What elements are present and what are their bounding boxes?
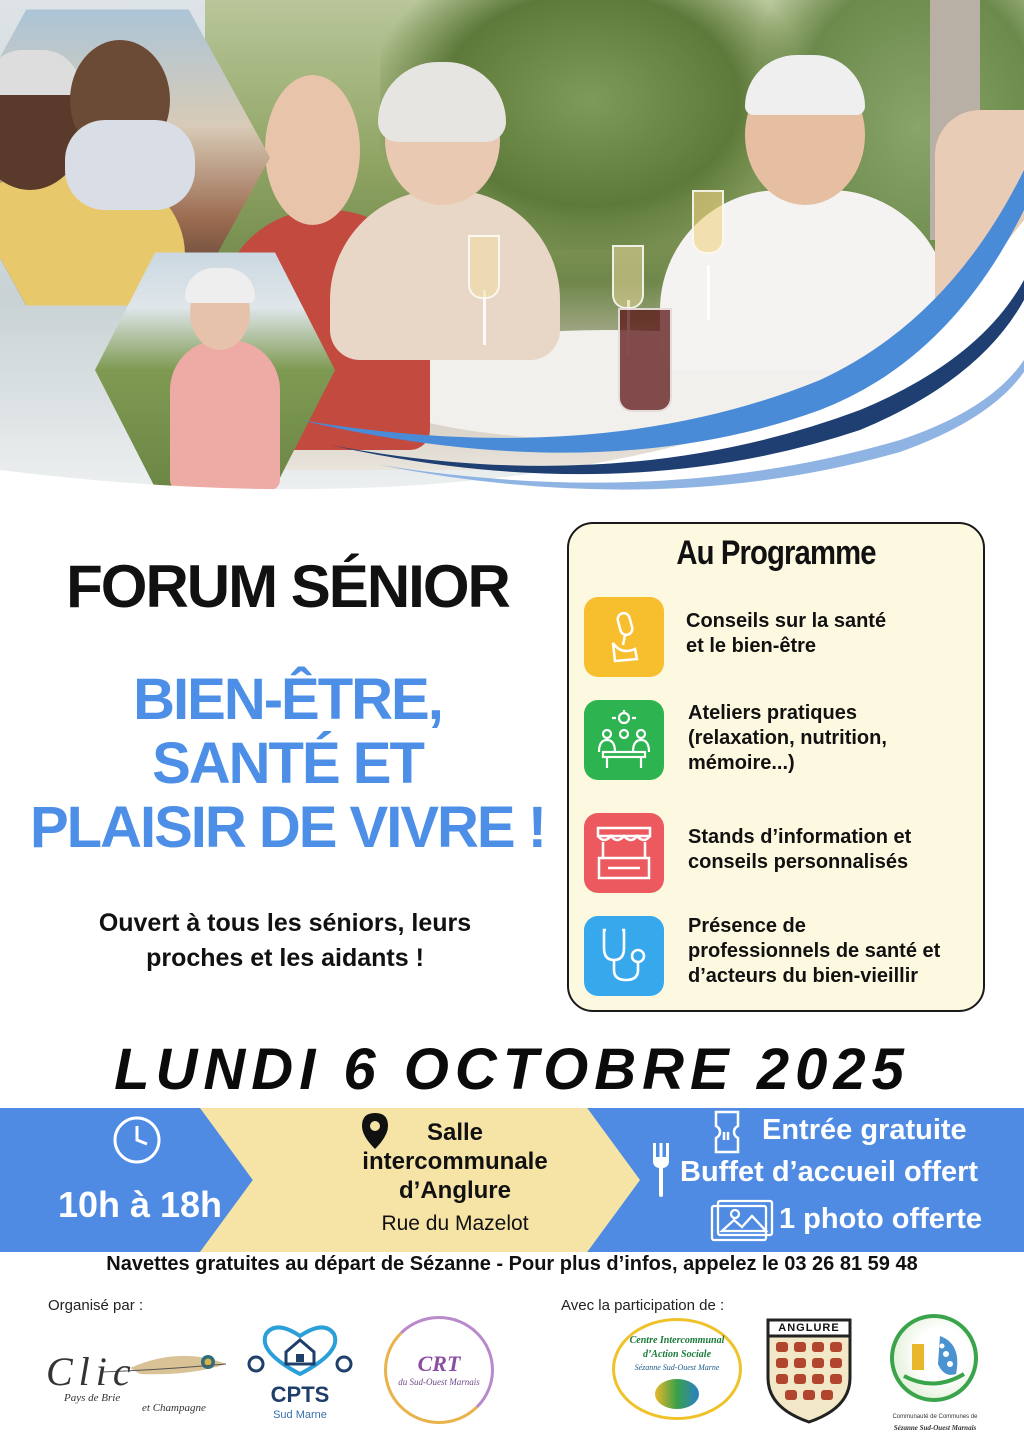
programme-item-text — [688, 825, 911, 875]
programme-item-line: et le bien-être — [686, 635, 817, 657]
page-title: FORUM SÉNIOR — [66, 553, 509, 620]
free-entry-text: Entrée gratuite — [762, 1114, 967, 1146]
hero-banner — [0, 0, 1024, 500]
shuttle-info: Navettes gratuites au départ de Sézanne - Pour plus d’infos, appelez le 03 26 81 59 48 — [106, 1253, 918, 1275]
programme-item-line: (relaxation, nutrition, — [688, 727, 887, 749]
programme-item-line: Conseils sur la santé — [686, 610, 887, 632]
event-time: 10h à 18h — [57, 1184, 223, 1225]
venue-line: intercommunale — [362, 1148, 548, 1175]
crt-logo-main: CRT — [417, 1351, 461, 1376]
programme-item-line: Stands d’information et — [688, 826, 912, 848]
subtitle-line: SANTÉ ET — [152, 731, 423, 796]
cias-logo — [612, 1318, 742, 1420]
audience-line: proches et les aidants ! — [146, 944, 424, 972]
programme-item-line: conseils personnalisés — [688, 851, 909, 873]
organised-by-label: Organisé par : — [48, 1297, 144, 1314]
clic-logo — [40, 1340, 230, 1420]
blue-swoosh-decoration — [0, 0, 1024, 500]
photo-offer-text: 1 photo offerte — [779, 1203, 982, 1235]
programme-item-text — [688, 914, 940, 989]
venue-name — [330, 1118, 580, 1205]
buffet-text: Buffet d’accueil offert — [680, 1156, 979, 1188]
programme-item-line: professionnels de santé et — [688, 940, 941, 962]
cias-logo-line: Sézanne Sud-Ouest Marne — [634, 1363, 720, 1372]
cias-logo-emblem — [655, 1379, 699, 1409]
clic-logo-main: Clic — [46, 1349, 137, 1394]
event-date: LUNDI 6 OCTOBRE 2025 — [114, 1037, 910, 1102]
clock-icon — [111, 1114, 163, 1171]
subtitle-line: BIEN-ÊTRE, — [133, 667, 442, 732]
stand-icon — [584, 813, 664, 893]
programme-item-text — [686, 609, 886, 659]
cc-logo-line: Sézanne Sud-Ouest Marnais — [893, 1424, 977, 1432]
clic-logo-sub: et Champagne — [142, 1402, 206, 1414]
anglure-logo-text: ANGLURE — [778, 1322, 840, 1334]
programme-item-line: Présence de — [688, 915, 806, 937]
ticket-icon — [714, 1110, 740, 1159]
participation-label: Avec la participation de : — [561, 1297, 725, 1314]
audience-text — [40, 906, 530, 976]
cpts-logo-main: CPTS — [270, 1382, 330, 1407]
cias-logo-line: Centre Intercommunal — [629, 1335, 725, 1346]
fork-icon — [651, 1143, 671, 1202]
cpts-logo-heart — [244, 1322, 356, 1382]
clic-logo-sub: Pays de Brie — [64, 1392, 121, 1404]
photo-icon — [708, 1198, 774, 1249]
venue-line: d’Anglure — [399, 1177, 511, 1204]
cc-sezanne-logo — [880, 1314, 990, 1444]
cpts-logo — [244, 1322, 356, 1426]
audience-line: Ouvert à tous les séniors, leurs — [98, 909, 472, 937]
programme-item-line: Ateliers pratiques — [688, 702, 857, 724]
programme-item-line: d’acteurs du bien-vieillir — [688, 965, 919, 987]
microphone-icon — [584, 597, 664, 677]
crt-logo-sub: du Sud-Ouest Marnais — [398, 1377, 480, 1387]
subtitle — [0, 668, 575, 860]
subtitle-line: PLAISIR DE VIVRE ! — [29, 795, 546, 860]
cc-logo-line: Communauté de Communes de — [892, 1414, 978, 1420]
programme-item-text — [688, 701, 887, 776]
cias-logo-line: d’Action Sociale — [642, 1349, 712, 1360]
programme-item-line: mémoire...) — [688, 752, 795, 774]
cc-logo-emblem — [890, 1314, 978, 1402]
stethoscope-icon — [584, 916, 664, 996]
workshop-icon — [584, 700, 664, 780]
anglure-coat-of-arms — [764, 1318, 854, 1424]
cpts-logo-sub: Sud Marne — [273, 1409, 327, 1421]
venue-street: Rue du Mazelot — [381, 1212, 529, 1235]
venue-line: Salle — [426, 1119, 484, 1146]
programme-title: Au Programme — [676, 534, 876, 572]
crt-logo — [384, 1316, 494, 1424]
